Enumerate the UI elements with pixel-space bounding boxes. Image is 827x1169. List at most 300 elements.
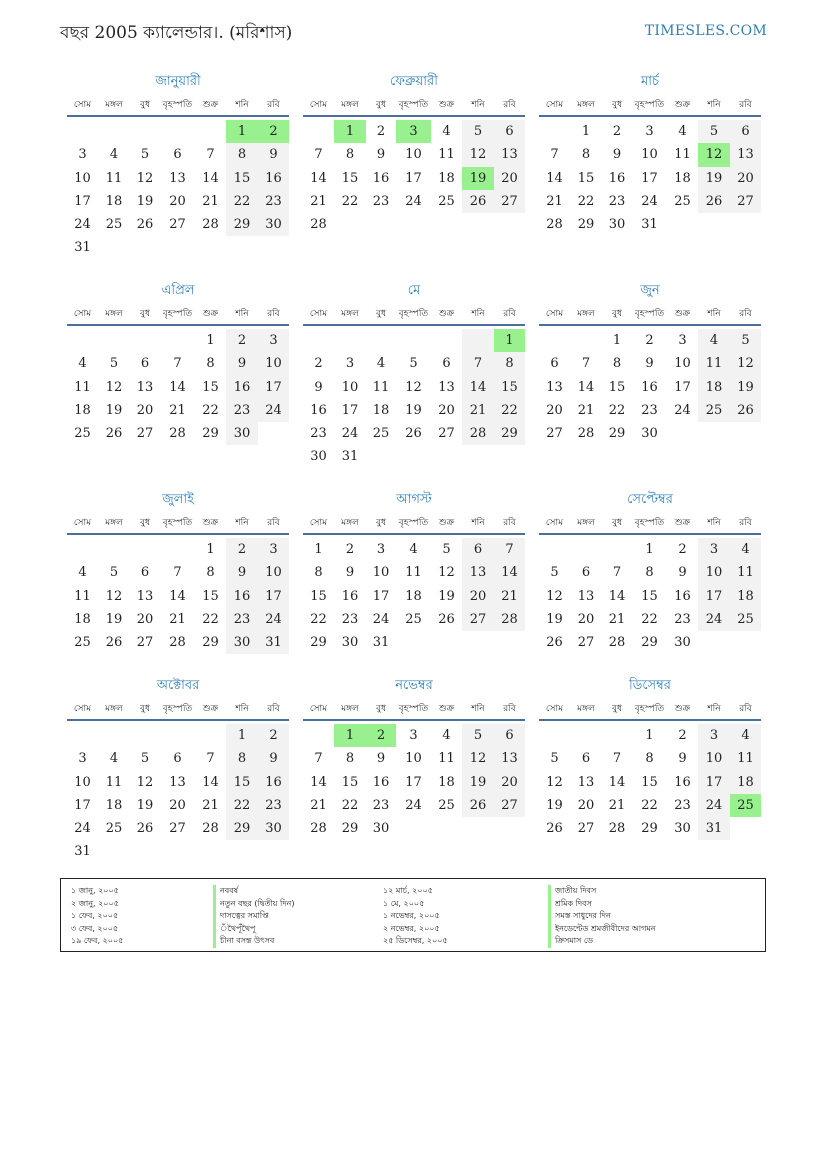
weekday-header: মঙ্গল [570,307,602,326]
weekday-header: বৃহস্পতি [160,307,195,326]
empty-day-cell [570,538,602,561]
day-cell: 30 [674,635,691,651]
day-cell: 22 [202,402,219,418]
day-cell: 9 [678,565,687,581]
day-cell: 14 [494,561,525,584]
day-cell: 29 [202,635,219,651]
day-cell: 26 [105,426,123,442]
legend-date: ১ নভেম্বর, ২০০৫ [383,911,440,920]
day-cell: 30 [674,821,691,837]
empty-day-cell [130,840,160,863]
empty-day-cell [67,724,98,747]
empty-day-cell [160,236,195,259]
day-cell: 6 [581,751,591,767]
day-cell: 20 [462,585,494,608]
legend-holiday-name: জাতীয় দিবস [548,885,656,898]
day-cell: 29 [608,426,626,442]
weekday-header: রবি [258,516,289,535]
day-cell: 6 [462,538,494,561]
day-cell: 10 [258,561,289,584]
day-cell: 1 [612,333,622,348]
day-cell: 23 [258,190,289,213]
empty-day-cell [462,817,494,840]
day-cell: 28 [202,217,219,233]
day-cell: 25 [438,193,455,209]
day-cell: 7 [494,538,525,561]
empty-day-cell [258,236,289,259]
day-cell: 16 [341,588,359,604]
day-cell: 17 [698,585,730,608]
day-cell: 24 [698,794,730,817]
empty-day-cell [160,840,195,863]
weekday-header: বৃহস্পতি [396,307,431,326]
day-cell: 20 [438,402,455,418]
weekday-header: বুধ [130,307,160,326]
empty-day-cell [130,236,160,259]
day-cell: 7 [462,352,494,375]
weekday-header: বুধ [130,98,160,117]
empty-day-cell [396,631,431,654]
day-cell: 24 [674,402,691,418]
day-cell: 22 [341,797,359,813]
empty-day-cell [539,724,570,747]
day-cell: 17 [405,170,422,186]
day-cell: 22 [494,399,525,422]
day-cell: 1 [226,724,258,747]
weekday-header: বৃহস্পতি [160,702,195,721]
day-cell: 3 [345,356,355,372]
day-cell: 17 [341,402,359,418]
empty-day-cell [462,445,494,468]
day-cell: 17 [674,379,691,395]
month-name: আগস্ট [396,492,432,507]
day-cell: 14 [169,379,186,395]
empty-day-cell [396,213,431,236]
month-grid [303,98,525,236]
day-cell: 8 [226,143,258,166]
day-cell: 13 [462,561,494,584]
empty-day-cell [730,631,761,654]
day-cell: 14 [577,379,595,395]
day-cell: 6 [494,120,525,143]
day-cell: 2 [314,356,323,372]
day-cell: 17 [74,797,91,813]
month-grid [303,307,525,469]
day-cell: 15 [226,167,258,190]
day-cell: 12 [546,588,563,604]
day-cell: 31 [74,240,91,256]
empty-day-cell [462,213,494,236]
month-calendar [539,491,761,654]
day-cell: 9 [314,379,323,395]
day-cell: 5 [730,329,761,352]
day-cell: 9 [376,147,386,163]
day-cell: 30 [226,631,258,654]
day-cell: 15 [608,379,626,395]
empty-day-cell [698,422,730,445]
day-cell: 24 [258,399,289,422]
weekday-header: বুধ [366,307,396,326]
weekday-header: রবি [730,516,761,535]
day-cell: 12 [462,747,494,770]
day-cell: 6 [730,120,761,143]
day-cell: 5 [550,565,559,581]
weekday-header: শুক্র [667,702,698,721]
month-calendar [67,677,289,864]
empty-day-cell [303,724,334,747]
empty-day-cell [667,422,698,445]
weekday-header: সোম [303,98,334,117]
weekday-header: মঙ্গল [334,98,366,117]
day-cell: 13 [136,588,154,604]
day-cell: 19 [462,771,494,794]
day-cell: 12 [105,588,123,604]
day-cell: 14 [608,588,626,604]
day-cell: 11 [372,379,390,395]
day-cell: 3 [698,724,730,747]
weekday-header: রবি [494,516,525,535]
month-grid [539,516,761,654]
legend-holiday-name: চীনা বসন্ত উৎসব [213,935,294,948]
day-cell: 3 [409,728,418,743]
day-cell: 16 [372,774,390,790]
legend-date: ১ মে, ২০০৫ [383,898,425,908]
day-cell: 13 [730,143,761,166]
weekday-header: মঙ্গল [98,702,130,721]
empty-day-cell [396,817,431,840]
day-cell: 16 [372,170,390,186]
day-cell: 7 [173,565,182,581]
empty-day-cell [602,724,632,747]
empty-day-cell [698,631,730,654]
day-cell: 23 [310,426,327,442]
day-cell: 15 [202,379,219,395]
day-cell: 1 [314,542,323,557]
empty-day-cell [160,120,195,143]
day-cell: 20 [136,611,154,627]
day-cell: 15 [226,771,258,794]
day-cell: 30 [310,449,327,465]
weekday-header: মঙ্গল [570,516,602,535]
day-cell: 4 [109,751,119,767]
day-cell: 16 [258,167,289,190]
weekday-header: বুধ [602,307,632,326]
empty-day-cell [431,817,462,840]
day-cell: 22 [202,611,219,627]
day-cell: 16 [674,588,691,604]
empty-day-cell [602,538,632,561]
day-cell: 27 [136,635,154,651]
day-cell: 16 [608,170,626,186]
weekday-header: শনি [462,98,494,117]
day-cell: 9 [226,561,258,584]
weekday-header: বৃহস্পতি [396,516,431,535]
day-cell: 19 [698,167,730,190]
day-cell: 11 [74,379,91,395]
day-cell: 7 [206,147,215,163]
day-cell: 4 [678,124,687,139]
day-cell: 29 [641,635,658,651]
weekday-header: সোম [67,516,98,535]
day-cell: 4 [730,724,761,747]
day-cell: 14 [169,588,186,604]
day-cell: 24 [405,193,422,209]
day-cell: 20 [136,402,154,418]
weekday-header: মঙ্গল [570,702,602,721]
day-cell: 24 [698,608,730,631]
day-cell: 7 [314,147,323,163]
day-cell: 8 [494,352,525,375]
day-cell: 4 [78,356,87,372]
empty-day-cell [226,840,258,863]
day-cell: 27 [730,190,761,213]
day-cell: 11 [405,565,422,581]
day-cell: 15 [494,376,525,399]
empty-day-cell [494,213,525,236]
day-cell: 21 [310,797,327,813]
day-cell: 13 [169,170,186,186]
day-cell: 2 [612,124,622,139]
day-cell: 23 [226,608,258,631]
empty-day-cell [698,213,730,236]
month-calendar [539,73,761,236]
day-cell: 20 [169,193,186,209]
day-cell: 26 [136,821,154,837]
weekday-header: শনি [698,516,730,535]
weekday-header: রবি [730,702,761,721]
day-cell: 27 [546,426,563,442]
day-cell: 4 [698,329,730,352]
empty-day-cell [98,840,130,863]
day-cell: 17 [698,771,730,794]
empty-day-cell [431,631,462,654]
day-cell: 26 [438,611,455,627]
day-cell: 10 [258,352,289,375]
day-cell: 15 [341,170,359,186]
empty-day-cell [494,631,525,654]
day-cell: 7 [550,147,559,163]
day-cell: 18 [74,611,91,627]
month-name: জানুয়ারী [155,74,201,89]
day-cell: 4 [376,356,386,372]
empty-day-cell [130,724,160,747]
day-cell: 31 [341,449,359,465]
day-cell: 29 [494,422,525,445]
weekday-header: বুধ [130,702,160,721]
day-cell: 5 [442,542,451,557]
day-cell: 14 [202,774,219,790]
legend-names-col1 [213,885,294,948]
day-cell: 3 [258,329,289,352]
day-cell: 14 [310,170,327,186]
weekday-header: বুধ [602,702,632,721]
day-cell: 22 [341,193,359,209]
day-cell: 5 [462,120,494,143]
day-cell: 31 [698,817,730,840]
day-cell: 21 [169,611,186,627]
day-cell: 23 [674,611,691,627]
day-cell: 19 [438,588,455,604]
legend-holiday-name: ক্রিসমাস ডে [548,935,656,948]
legend-dates-col2 [383,885,448,948]
day-cell: 29 [641,821,658,837]
weekday-header: শুক্র [667,516,698,535]
empty-day-cell [98,120,130,143]
day-cell: 19 [546,611,563,627]
day-cell: 13 [577,588,595,604]
day-cell: 7 [612,751,622,767]
day-cell: 28 [310,821,327,837]
weekday-header: রবি [730,98,761,117]
month-calendar [67,73,289,260]
day-cell: 8 [345,147,355,163]
legend-holiday-name: নববর্ষ [213,885,294,898]
day-cell: 19 [405,402,422,418]
day-cell: 20 [730,167,761,190]
weekday-header: মঙ্গল [98,307,130,326]
empty-day-cell [730,817,761,840]
day-cell: 1 [645,728,654,743]
day-cell: 11 [730,561,761,584]
weekday-header: বুধ [366,516,396,535]
day-cell: 26 [405,426,422,442]
day-cell: 25 [730,608,761,631]
empty-day-cell [195,724,226,747]
day-cell: 27 [577,821,595,837]
day-cell: 2 [645,333,654,348]
weekday-header: শুক্র [195,307,226,326]
day-cell: 9 [645,356,654,372]
day-cell: 1 [206,542,215,557]
day-cell: 9 [376,751,386,767]
day-cell: 20 [577,797,595,813]
day-cell: 27 [462,608,494,631]
day-cell: 25 [105,217,123,233]
weekday-header: রবি [258,98,289,117]
day-cell: 10 [641,147,658,163]
day-cell: 9 [258,747,289,770]
day-cell: 12 [698,143,730,166]
month-calendar [303,491,525,654]
day-cell: 18 [438,774,455,790]
weekday-header: রবি [258,702,289,721]
day-cell: 1 [494,329,525,352]
day-cell: 26 [546,821,563,837]
day-cell: 1 [334,120,366,143]
day-cell: 14 [546,170,563,186]
day-cell: 18 [74,402,91,418]
month-grid [539,98,761,236]
weekday-header: শনি [698,307,730,326]
day-cell: 1 [206,333,215,348]
day-cell: 8 [314,565,323,581]
month-grid [303,516,525,654]
legend-date: ৩ ফেব, ২০০৫ [71,923,119,933]
day-cell: 13 [169,774,186,790]
day-cell: 18 [730,585,761,608]
day-cell: 24 [74,217,91,233]
day-cell: 12 [136,774,154,790]
day-cell: 26 [462,190,494,213]
calendar-title: বছর 2005 ক্যালেন্ডার।. (মরিশাস) [60,23,293,43]
empty-day-cell [98,329,130,352]
weekday-header: বুধ [602,98,632,117]
empty-day-cell [570,329,602,352]
month-grid [67,702,289,864]
legend-date: ২ নভেম্বর, ২০০৫ [383,923,440,933]
weekday-header: বুধ [366,98,396,117]
day-cell: 25 [74,635,91,651]
weekday-header: শুক্র [431,98,462,117]
day-cell: 15 [341,774,359,790]
weekday-header: মঙ্গল [98,516,130,535]
day-cell: 11 [438,751,455,767]
empty-day-cell [67,538,98,561]
day-cell: 1 [645,542,654,557]
weekday-header: রবি [494,98,525,117]
day-cell: 4 [730,538,761,561]
day-cell: 8 [345,751,355,767]
empty-day-cell [462,329,494,352]
brand-link[interactable]: TIMESLES.COM [644,23,767,39]
day-cell: 7 [314,751,323,767]
day-cell: 11 [105,170,123,186]
day-cell: 10 [405,147,422,163]
day-cell: 22 [310,611,327,627]
empty-day-cell [334,213,366,236]
empty-day-cell [539,329,570,352]
legend-dates-col1 [71,885,123,948]
month-calendar [303,73,525,236]
day-cell: 26 [698,190,730,213]
day-cell: 27 [169,217,186,233]
day-cell: 6 [550,356,559,372]
day-cell: 22 [608,402,626,418]
legend-names-col2 [548,885,656,948]
weekday-header: সোম [539,702,570,721]
empty-day-cell [431,329,462,352]
day-cell: 1 [581,124,591,139]
day-cell: 30 [341,635,359,651]
day-cell: 22 [577,193,595,209]
empty-day-cell [667,213,698,236]
day-cell: 7 [173,356,182,372]
empty-day-cell [160,329,195,352]
day-cell: 9 [258,143,289,166]
month-grid [67,98,289,260]
day-cell: 25 [438,797,455,813]
legend-holiday-name: ইনডেন্টেড শ্রমজীবীদের আগমন [548,923,656,936]
month-grid [303,702,525,840]
day-cell: 2 [366,724,396,747]
day-cell: 7 [206,751,215,767]
day-cell: 3 [698,538,730,561]
day-cell: 23 [226,399,258,422]
day-cell: 28 [310,217,327,233]
empty-day-cell [98,724,130,747]
day-cell: 25 [372,426,390,442]
month-name: জুলাই [162,492,194,507]
day-cell: 31 [641,217,658,233]
day-cell: 29 [577,217,595,233]
day-cell: 20 [577,611,595,627]
day-cell: 17 [372,588,390,604]
day-cell: 5 [140,751,150,767]
day-cell: 16 [674,774,691,790]
weekday-header: সোম [67,307,98,326]
day-cell: 9 [226,352,258,375]
day-cell: 25 [698,399,730,422]
